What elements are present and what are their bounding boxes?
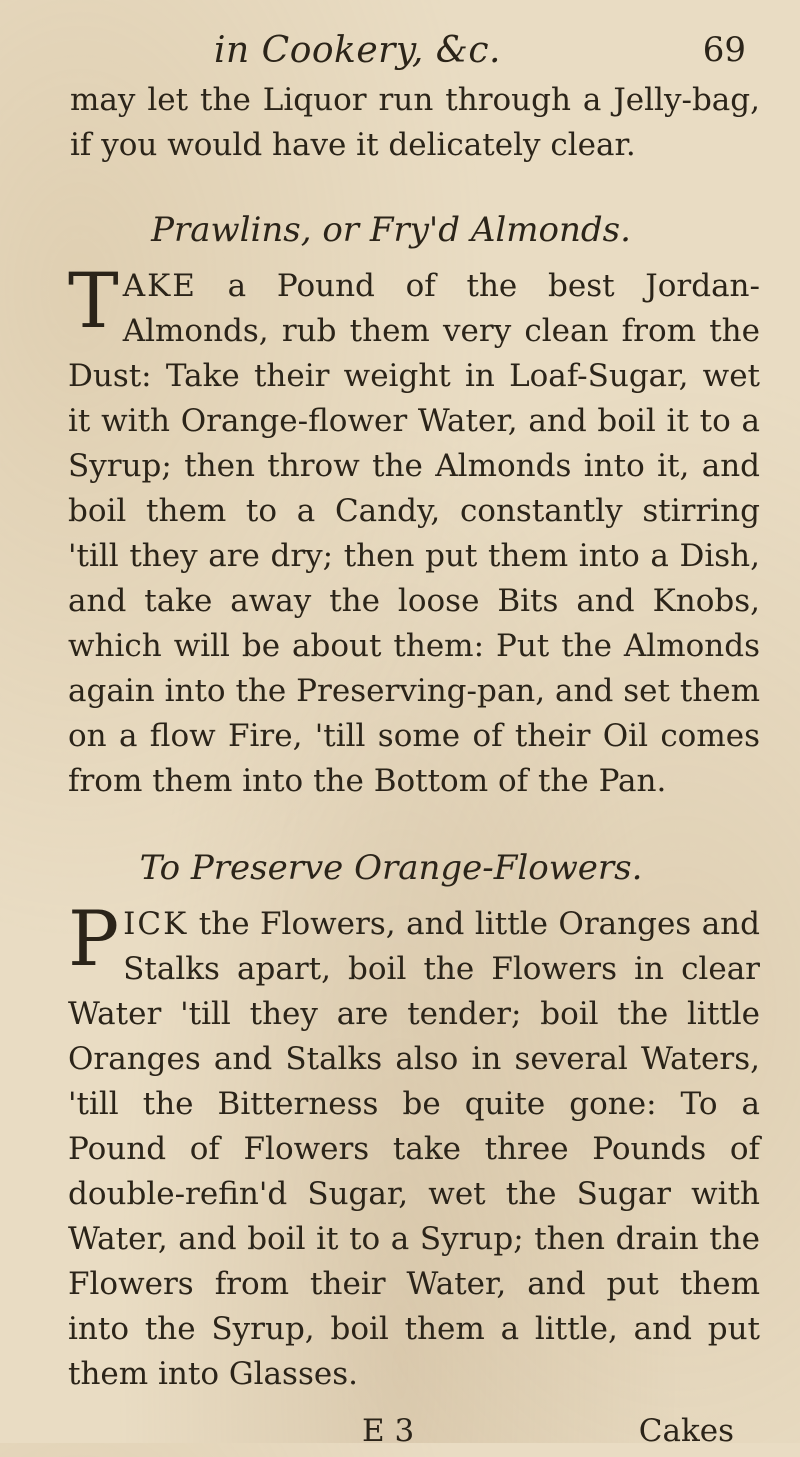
recipe-text: the Flowers, and little Oranges and Stalks apart, boil the Flowers in clear Water 'till they are tender; boil the little Oranges and Stalks also in several Waters, 'till the Bitterness be quite gone: To a Pound of Flowers take three Pounds of double-refin'd Sugar, wet the Sugar with Water, and boil it to a Syrup; then drain the Flowers from their Water, and put them into the Syrup, boil them a little, and put them into Glasses. [68, 906, 760, 1392]
lead-caps: ICK [123, 906, 189, 942]
recipe-title-orange-flowers: To Preserve Orange-Flowers. [139, 848, 643, 888]
page-number: 69 [702, 30, 746, 70]
recipe-body-orange-flowers [62, 894, 760, 1397]
signature-mark: E 3 [362, 1413, 415, 1449]
intro-paragraph: may let the Liquor run through a Jelly-bag, if you would have it delicately clear. [70, 82, 760, 163]
page-footer [62, 1407, 760, 1457]
running-head: in Cookery, &c. [214, 30, 501, 71]
drop-cap: T [68, 256, 119, 345]
recipe-body-prawlins [62, 256, 760, 804]
recipe-title-prawlins: Prawlins, or Fry'd Almonds. [151, 210, 631, 250]
drop-cap: P [68, 894, 120, 983]
page-header [62, 28, 760, 76]
catchword: Cakes [638, 1413, 734, 1449]
lead-caps: AKE [122, 268, 197, 304]
recipe-text: a Pound of the best Jordan-Almonds, rub them very clean from the Dust: Take their weight in Loaf-Sugar, wet it with Orange-flower Water, and boil it to a Syrup; then throw the Almonds into it, and boil them to a Candy, constantly stirring 'till they are dry; then put them into a Dish, and take away the loose Bits and Knobs, which will be about them: Put the Almonds again into the Preserving-pan, and set them on a flow Fire, 'till some of their Oil comes from them into the Bottom of the Pan. [68, 268, 760, 799]
